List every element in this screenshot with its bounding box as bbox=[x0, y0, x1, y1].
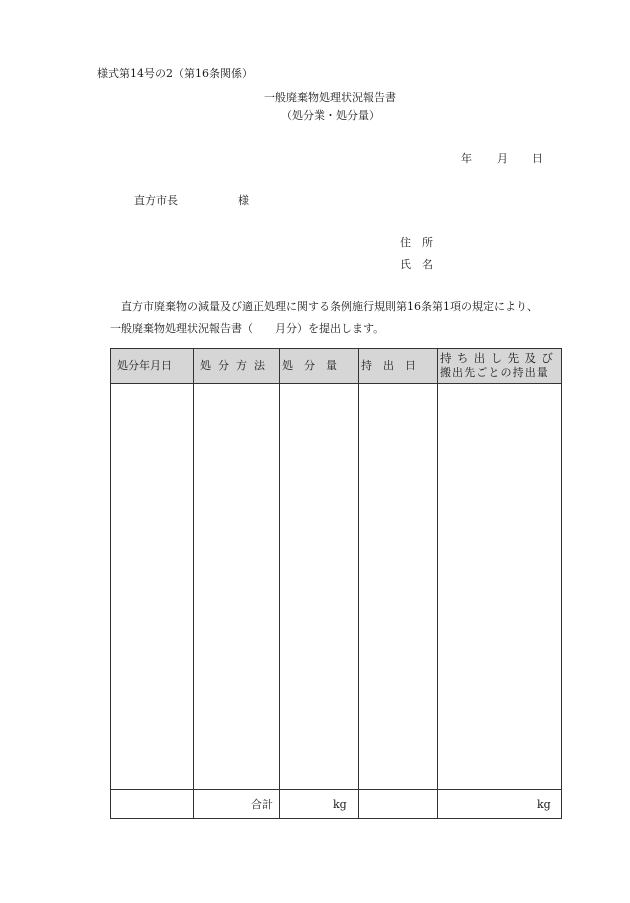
date-month-label: 月 bbox=[497, 152, 508, 165]
header-destination-line-1: 持ち出し先及び bbox=[440, 351, 559, 365]
header-carryout-date: 持 出 日 bbox=[361, 359, 416, 372]
total-label: 合計 bbox=[251, 798, 273, 811]
table-divider bbox=[279, 349, 280, 818]
header-disposal-amount: 処 分 量 bbox=[282, 359, 337, 372]
header-disposal-method: 処分方法 bbox=[200, 359, 272, 372]
table-divider bbox=[193, 349, 194, 818]
carryout-amount-unit: kg bbox=[537, 798, 551, 811]
date-year-label: 年 bbox=[461, 152, 472, 165]
table-divider bbox=[437, 349, 438, 818]
addressee-name: 直方市長 bbox=[134, 194, 178, 207]
report-table bbox=[110, 348, 562, 819]
header-destination-line-2: 搬出先ごとの持出量 bbox=[440, 366, 549, 379]
name-label: 氏 名 bbox=[400, 258, 433, 271]
address-label: 住 所 bbox=[400, 236, 433, 249]
form-number: 様式第14号の2（第16条関係） bbox=[97, 67, 253, 80]
date-day-label: 日 bbox=[532, 152, 543, 165]
total-amount-unit: kg bbox=[333, 798, 347, 811]
table-divider bbox=[358, 349, 359, 818]
document-title: 一般廃棄物処理状況報告書 bbox=[264, 91, 396, 104]
body-line-2: 一般廃棄物処理状況報告書（ 月分）を提出します。 bbox=[110, 322, 385, 335]
body-line-1: 直方市廃棄物の減量及び適正処理に関する条例施行規則第16条第1項の規定により、 bbox=[121, 300, 538, 313]
addressee-honorific: 様 bbox=[238, 194, 249, 207]
document-subtitle: （処分業・処分量） bbox=[281, 109, 380, 122]
header-disposal-date: 処分年月日 bbox=[117, 359, 172, 372]
table-footer-divider bbox=[111, 789, 561, 790]
